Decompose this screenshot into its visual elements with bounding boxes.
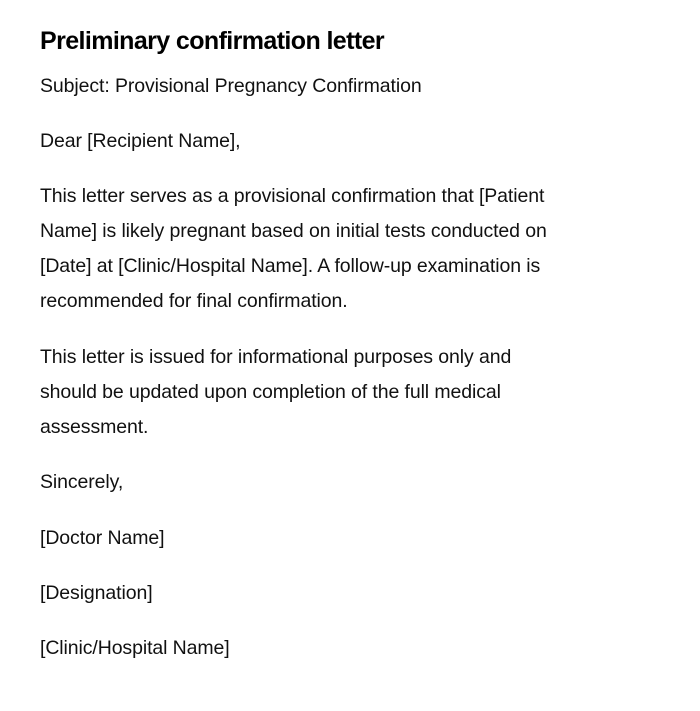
paragraph-line: recommended for final confirmation. — [40, 290, 348, 312]
paragraph-line: This letter serves as a provisional confirmation that [Patient — [40, 185, 545, 207]
paragraph-line: [Date] at [Clinic/Hospital Name]. A follow-up examination is — [40, 255, 541, 277]
closing: Sincerely, — [40, 471, 124, 493]
paragraph-line: Name] is likely pregnant based on initial tests conducted on — [40, 220, 547, 242]
paragraph-line: This letter is issued for informational purposes only and — [40, 346, 512, 368]
document-title: Preliminary confirmation letter — [40, 27, 384, 55]
paragraph-line: assessment. — [40, 416, 149, 438]
subject-line: Subject: Provisional Pregnancy Confirmation — [40, 75, 422, 97]
paragraph-line: should be updated upon completion of the full medical — [40, 381, 501, 403]
body-paragraph-confirmation — [40, 179, 630, 319]
salutation: Dear [Recipient Name], — [40, 130, 241, 152]
signature-name: [Doctor Name] — [40, 527, 165, 549]
signature-organization: [Clinic/Hospital Name] — [40, 637, 230, 659]
body-paragraph-disclaimer — [40, 340, 630, 445]
signature-designation: [Designation] — [40, 582, 153, 604]
